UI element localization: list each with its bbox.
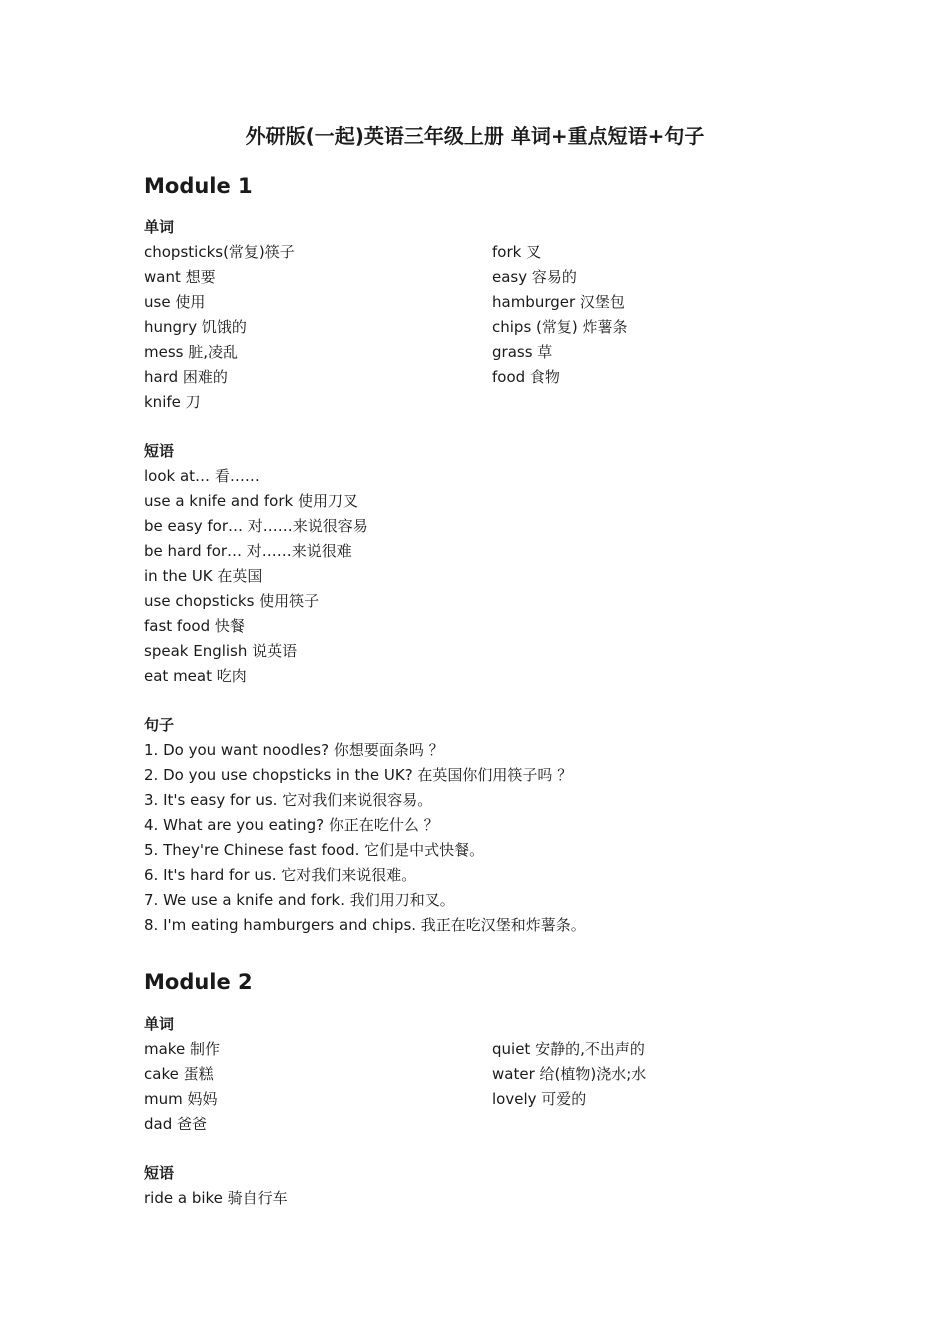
module-1-phrases-label: 短语 — [144, 442, 175, 460]
module-1-sentences-label: 句子 — [144, 716, 175, 734]
phrase-item: use chopsticks 使用筷子 — [144, 592, 320, 610]
word-item: water 给(植物)浇水;水 — [492, 1065, 647, 1083]
module-2-phrases-label: 短语 — [144, 1164, 175, 1182]
module-1-words-label: 单词 — [144, 218, 175, 236]
word-item: mess 脏,凌乱 — [144, 343, 239, 361]
word-item: use 使用 — [144, 293, 206, 311]
phrase-item: in the UK 在英国 — [144, 567, 263, 585]
word-item: make 制作 — [144, 1040, 220, 1058]
phrase-item: look at… 看…… — [144, 467, 260, 485]
word-item: chips (常复) 炸薯条 — [492, 318, 628, 336]
word-item: cake 蛋糕 — [144, 1065, 214, 1083]
word-item: quiet 安静的,不出声的 — [492, 1040, 645, 1058]
module-2-words-label: 单词 — [144, 1015, 175, 1033]
sentence-item: 3. It's easy for us. 它对我们来说很容易。 — [144, 791, 433, 809]
module-2-word-list — [144, 1037, 824, 1137]
word-item: food 食物 — [492, 368, 560, 386]
word-column-right — [492, 1037, 824, 1137]
word-item: grass 草 — [492, 343, 553, 361]
word-item: lovely 可爱的 — [492, 1090, 587, 1108]
word-item: chopsticks(常复)筷子 — [144, 243, 295, 261]
word-item: want 想要 — [144, 268, 216, 286]
sentence-item: 8. I'm eating hamburgers and chips. 我正在吃汉堡和炸薯条。 — [144, 916, 586, 934]
module-1-heading: Module 1 — [144, 174, 253, 198]
sentence-item: 5. They're Chinese fast food. 它们是中式快餐。 — [144, 841, 485, 859]
sentence-item: 7. We use a knife and fork. 我们用刀和叉。 — [144, 891, 455, 909]
sentence-item: 4. What are you eating? 你正在吃什么 ？ — [144, 816, 439, 834]
word-item: hard 困难的 — [144, 368, 228, 386]
phrase-item: speak English 说英语 — [144, 642, 298, 660]
word-column-left — [144, 240, 492, 415]
document-title: 外研版(一起)英语三年级上册 单词+重点短语+句子 — [245, 124, 705, 148]
module-2-heading: Module 2 — [144, 970, 253, 994]
word-item: dad 爸爸 — [144, 1115, 208, 1133]
module-1-word-list — [144, 240, 824, 415]
word-item: easy 容易的 — [492, 268, 577, 286]
phrase-item: use a knife and fork 使用刀叉 — [144, 492, 358, 510]
word-item: hungry 饥饿的 — [144, 318, 247, 336]
phrase-item: eat meat 吃肉 — [144, 667, 247, 685]
sentence-item: 1. Do you want noodles? 你想要面条吗 ？ — [144, 741, 444, 759]
sentence-item: 6. It's hard for us. 它对我们来说很难。 — [144, 866, 417, 884]
word-item: knife 刀 — [144, 393, 201, 411]
word-item: mum 妈妈 — [144, 1090, 218, 1108]
phrase-item: fast food 快餐 — [144, 617, 245, 635]
word-item: fork 叉 — [492, 243, 542, 261]
module-2-phrase-list — [144, 1186, 288, 1211]
sentence-item: 2. Do you use chopsticks in the UK? 在英国你们用筷子吗 ？ — [144, 766, 573, 784]
phrase-item: be easy for… 对……来说很容易 — [144, 517, 368, 535]
word-item: hamburger 汉堡包 — [492, 293, 625, 311]
word-column-left — [144, 1037, 492, 1137]
phrase-item: be hard for… 对……来说很难 — [144, 542, 352, 560]
phrase-item: ride a bike 骑自行车 — [144, 1189, 288, 1207]
module-1-phrase-list — [144, 464, 368, 689]
word-column-right — [492, 240, 824, 415]
module-1-sentence-list — [144, 738, 586, 938]
